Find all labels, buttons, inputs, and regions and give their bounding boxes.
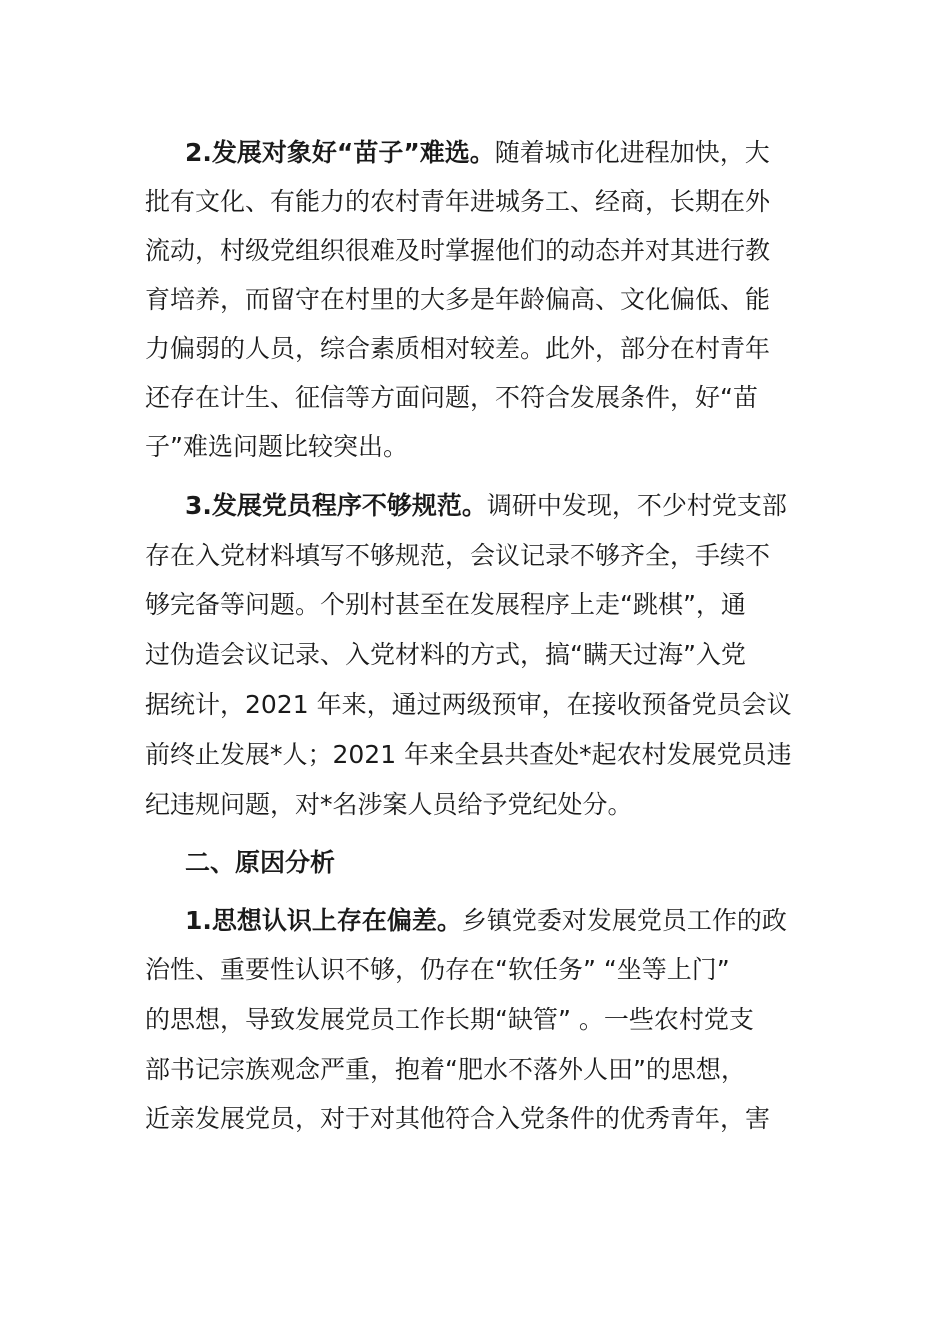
paragraph-line: 批有文化、有能力的农村青年进城务工、经商，长期在外 (145, 187, 771, 216)
paragraph-line: 治性、重要性认识不够，仍存在“软任务” “坐等上门” (145, 955, 730, 984)
paragraph-line: 的思想，导致发展党员工作长期“缺管” 。一些农村党支 (145, 1005, 754, 1034)
paragraph-heading: 3.发展党员程序不够规范。 (185, 491, 487, 520)
paragraph-line: 近亲发展党员，对于对其他符合入党条件的优秀青年，害 (145, 1104, 771, 1133)
paragraph-line: 够完备等问题。个别村甚至在发展程序上走“跳棋”，通 (145, 590, 746, 619)
paragraph-line: 存在入党材料填写不够规范，会议记录不够齐全，手续不 (145, 541, 771, 570)
paragraph-first-line (185, 481, 815, 531)
paragraph-line: 纪违规问题，对*名涉案人员给予党纪处分。 (145, 790, 633, 819)
paragraph-line: 部书记宗族观念严重，抱着“肥水不落外人田”的思想， (145, 1055, 746, 1084)
paragraph-heading: 2.发展对象好“苗子”难选。 (185, 138, 495, 167)
paragraph-line: 子”难选问题比较突出。 (145, 432, 408, 461)
section-title: 二、原因分析 (185, 848, 336, 877)
paragraph-line: 还存在计生、征信等方面问题，不符合发展条件，好“苗 (145, 383, 758, 412)
paragraph-text: 调研中发现，不少村党支部 (486, 491, 787, 520)
paragraph-line: 前终止发展*人；2021 年来全县共查处*起农村发展党员违 (145, 740, 792, 769)
paragraph-heading: 1.思想认识上存在偏差。 (185, 906, 462, 935)
paragraph-line: 据统计，2021 年来，通过两级预审，在接收预备党员会议 (145, 690, 792, 719)
paragraph-line: 流动，村级党组织很难及时掌握他们的动态并对其进行教 (145, 236, 771, 265)
paragraph-line: 育培养，而留守在村里的大多是年龄偏高、文化偏低、能 (145, 285, 771, 314)
paragraph-line: 过伪造会议记录、入党材料的方式，搞“瞒天过海”入党 (145, 640, 746, 669)
paragraph-first-line (185, 896, 815, 946)
paragraph-first-line (185, 128, 815, 178)
paragraph-text: 乡镇党委对发展党员工作的政 (461, 906, 787, 935)
paragraph-line: 力偏弱的人员，综合素质相对较差。此外，部分在村青年 (145, 334, 771, 363)
paragraph-text: 随着城市化进程加快，大 (494, 138, 770, 167)
